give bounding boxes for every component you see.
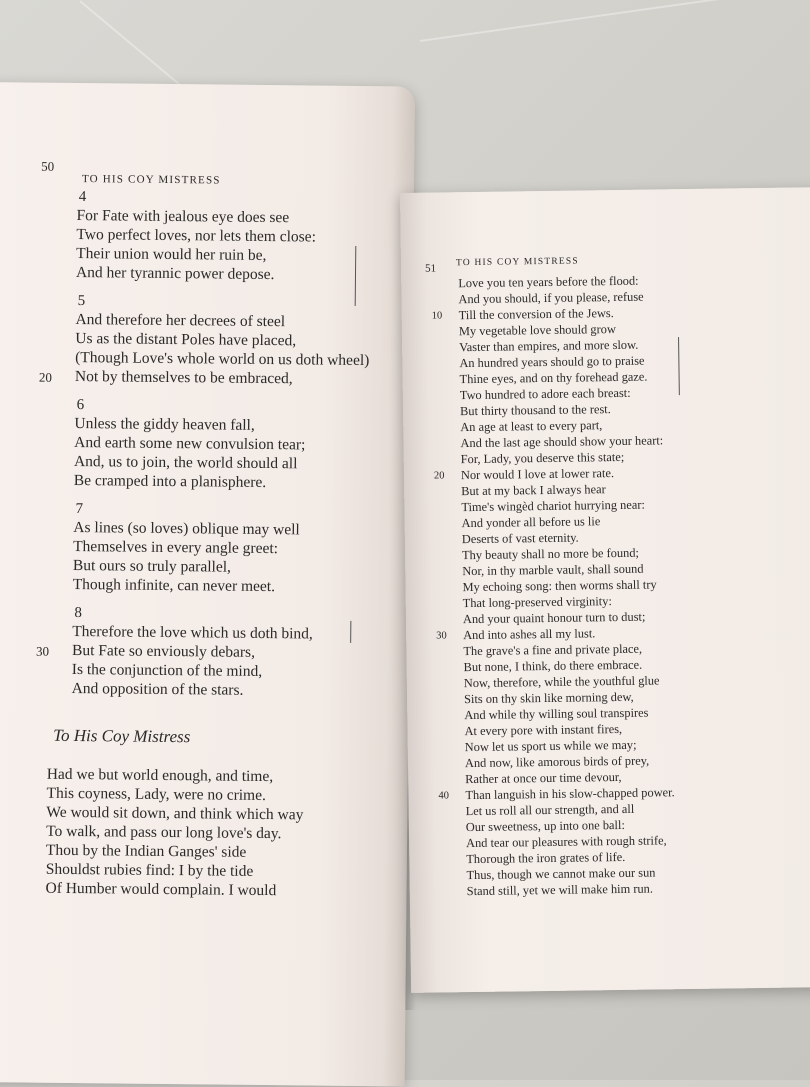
right-page	[400, 187, 810, 993]
verse-line: And, us to join, the world should all	[73, 453, 298, 473]
verse-line: An age at least to every part,	[460, 418, 603, 435]
verse-line: Though infinite, can never meet.	[72, 575, 276, 596]
verse-line: Nor, in thy marble vault, shall sound	[462, 561, 644, 579]
verse-line: Rather at once our time devour,	[465, 769, 622, 787]
line-number: 10	[431, 310, 443, 322]
verse-line: Thy beauty shall no more be found;	[461, 545, 640, 563]
line-number: 20	[38, 369, 52, 385]
verse-line: (Though Love's whole world on us doth wheel)	[75, 349, 370, 370]
verse-line: This coyness, Lady, were no crime.	[46, 784, 267, 805]
line-number: 40	[438, 790, 449, 802]
verse-line: That long-preserved virginity:	[462, 594, 612, 611]
verse-line: And therefore her decrees of steel	[75, 311, 286, 331]
verse-line: Their union would her ruin be,	[76, 245, 267, 265]
verse-line: Now let us sport us while we may;	[464, 737, 637, 755]
verse-line: Deserts of vast eternity.	[461, 530, 579, 547]
verse-line: Is the conjunction of the mind,	[71, 660, 263, 680]
verse-line: Us as the distant Poles have placed,	[75, 330, 297, 350]
verse-line: My echoing song: then worms shall try	[462, 577, 657, 595]
verse-line: Vaster than empires, and more slow.	[459, 337, 639, 355]
verse-line: And into ashes all my lust.	[463, 626, 596, 643]
verse-line: And while thy willing soul transpires	[464, 705, 649, 723]
verse-line: Not by themselves to be embraced,	[74, 368, 293, 388]
verse-line: And opposition of the stars.	[71, 679, 244, 699]
stanza-number: 6	[76, 397, 85, 414]
verse-line: And now, like amorous birds of prey,	[464, 753, 650, 771]
verse-line: For Fate with jealous eye does see	[76, 207, 290, 227]
running-head: TO HIS COY MISTRESS	[455, 256, 579, 269]
margin-mark	[678, 337, 680, 395]
line-number: 20	[433, 470, 445, 482]
stanza-number: 7	[75, 501, 84, 518]
stanza-number: 4	[78, 189, 87, 206]
verse-line: And your quaint honour turn to dust;	[462, 609, 646, 627]
verse-line: An hundred years should go to praise	[459, 353, 645, 371]
running-head: TO HIS COY MISTRESS	[81, 173, 221, 187]
page-number: 51	[424, 262, 437, 275]
verse-line: To walk, and pass our long love's day.	[46, 822, 282, 843]
verse-line: Than languish in his slow-chapped power.	[465, 785, 675, 803]
verse-line: Unless the giddy heaven fall,	[74, 415, 255, 434]
verse-line: Had we but world enough, and time,	[46, 765, 274, 786]
verse-line: As lines (so loves) oblique may well	[73, 519, 300, 539]
verse-line: At every pore with instant fires,	[464, 721, 623, 739]
verse-line: Love you ten years before the flood:	[458, 273, 639, 291]
verse-line: Now, therefore, while the youthful glue	[463, 673, 660, 691]
verse-line: The grave's a fine and private place,	[463, 641, 643, 659]
line-number: 30	[35, 643, 50, 659]
verse-line: But Fate so enviously debars,	[71, 641, 256, 661]
verse-line: Till the conversion of the Jews.	[458, 306, 614, 323]
verse-line: And her tyrannic power depose.	[75, 264, 275, 284]
verse-line: And earth some new convulsion tear;	[74, 434, 306, 454]
page-number: 50	[41, 158, 55, 174]
stanza-number: 5	[77, 293, 86, 310]
verse-line: And yonder all before us lie	[461, 514, 601, 531]
verse-line: Our sweetness, up into one ball:	[465, 817, 625, 835]
verse-line: Sits on thy skin like morning dew,	[463, 689, 634, 707]
verse-line: Two perfect loves, nor lets them close:	[76, 226, 317, 246]
verse-line: And the last age should show your heart:	[460, 433, 664, 451]
verse-line: Therefore the love which us doth bind,	[72, 622, 313, 643]
verse-line: But at my back I always hear	[461, 482, 606, 499]
verse-line: Stand still, yet we will make him run.	[466, 881, 654, 899]
verse-line: Themselves in every angle greet:	[73, 538, 279, 558]
verse-line: Thou by the Indian Ganges' side	[45, 841, 247, 861]
verse-line: But thirty thousand to the rest.	[459, 402, 611, 419]
verse-line: For, Lady, you deserve this state;	[460, 449, 625, 467]
verse-line: Be cramped into a planisphere.	[73, 472, 267, 492]
verse-line: Two hundred to adore each breast:	[459, 385, 631, 403]
verse-line: My vegetable love should grow	[458, 322, 616, 339]
verse-line: Shouldst rubies find: I by the tide	[45, 860, 254, 880]
stanza-number: 8	[74, 605, 83, 622]
verse-line: Thorough the iron grates of life.	[466, 849, 626, 867]
verse-line: Of Humber would complain. I would	[45, 879, 277, 900]
margin-mark	[350, 621, 351, 643]
verse-line: And you should, if you please, refuse	[458, 289, 644, 307]
poem-title: To His Coy Mistress	[53, 725, 191, 747]
left-page	[0, 82, 415, 1087]
verse-line: Thus, though we cannot make our sun	[466, 865, 656, 883]
verse-line: But none, I think, do there embrace.	[463, 657, 643, 675]
verse-line: We would sit down, and think which way	[46, 803, 304, 824]
verse-line: And tear our pleasures with rough strife,	[465, 833, 667, 851]
margin-mark	[355, 246, 357, 306]
line-number: 30	[436, 630, 447, 642]
verse-line: Let us roll all our strength, and all	[465, 801, 635, 819]
verse-line: Nor would I love at lower rate.	[460, 466, 615, 483]
verse-line: Time's wingèd chariot hurrying near:	[461, 497, 645, 515]
verse-line: But ours so truly parallel,	[72, 557, 232, 576]
verse-line: Thine eyes, and on thy forehead gaze.	[459, 369, 648, 387]
